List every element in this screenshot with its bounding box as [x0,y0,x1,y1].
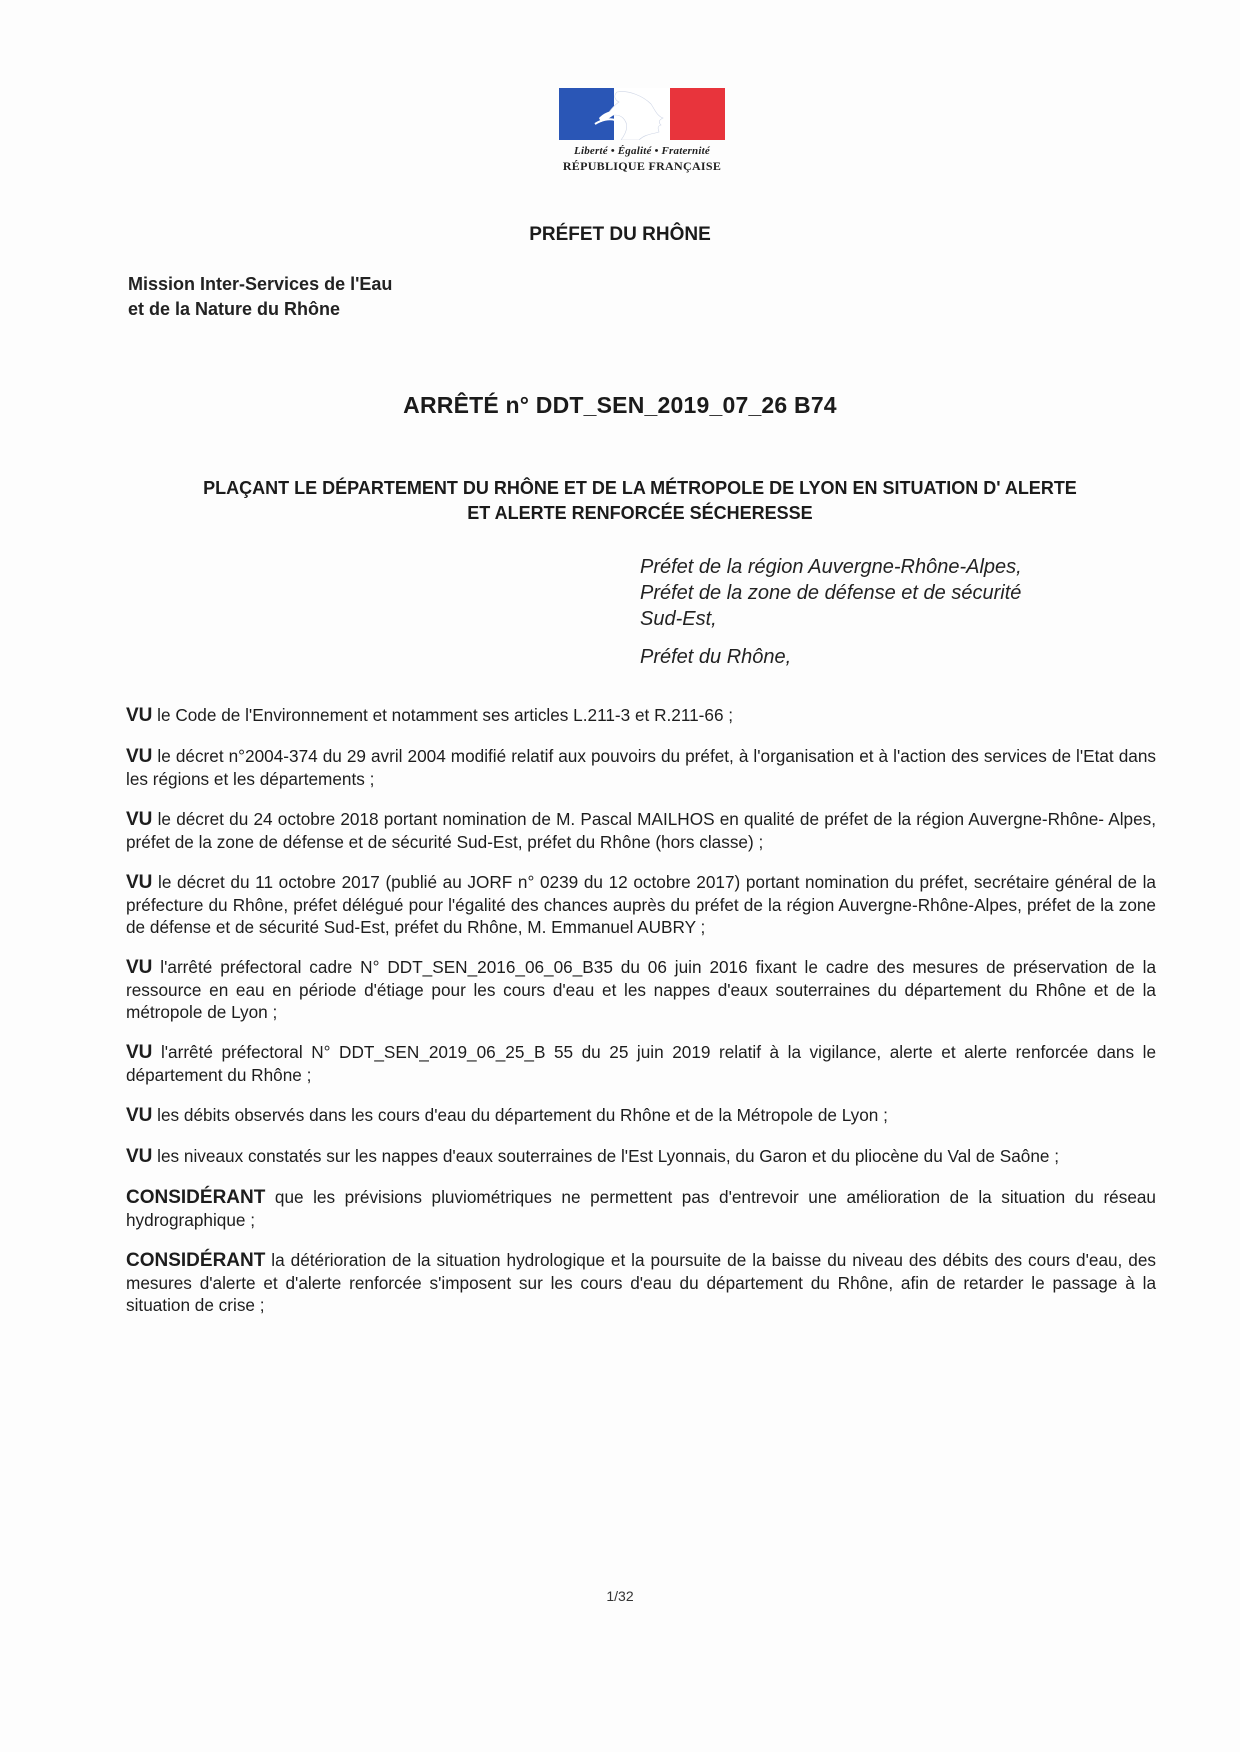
arrete-subtitle [120,476,1160,526]
recital-keyword: VU [126,746,153,767]
recital-text: les niveaux constatés sur les nappes d'eaux souterraines de l'Est Lyonnais, du Garon et du pliocène du Val de Saône ; [152,1146,1060,1166]
recital-paragraph [126,704,1156,727]
recital-paragraph [126,808,1156,853]
republique-francaise-logo [558,88,726,188]
service-line-2: et de la Nature du Rhône [128,299,341,319]
recital-text: le décret du 24 octobre 2018 portant nomination de M. Pascal MAILHOS en qualité de préfet de la région Auvergne-Rhône- Alpes, préfet de la zone de défense et de sécurité Sud-Est, préfet du Rhône (hors classe) ; [126,809,1156,852]
prefet-heading: PRÉFET DU RHÔNE [529,224,711,245]
recitals [126,704,1156,1334]
authority-block [640,554,1130,670]
recital-paragraph [126,1041,1156,1086]
recital-keyword: VU [126,1042,153,1063]
recital-text: que les prévisions pluviométriques ne permettent pas d'entrevoir une amélioration de la situation du réseau hydrographique ; [126,1187,1156,1230]
recital-paragraph [126,1145,1156,1168]
recital-text: la détérioration de la situation hydrologique et la poursuite de la baisse du niveau des débits des cours d'eau, des mesures d'alerte et d'alerte renforcée s'imposent sur les cours d'eau du département du Rhône, afin de retarder le passage à la situation de crise ; [126,1250,1156,1315]
subtitle-line-1: PLAÇANT LE DÉPARTEMENT DU RHÔNE ET DE LA MÉTROPOLE DE LYON EN SITUATION D' ALERTE [203,478,1077,498]
recital-text: les débits observés dans les cours d'eau du département du Rhône et de la Métropole de Lyon ; [152,1105,888,1125]
recital-paragraph [126,956,1156,1023]
recital-keyword: VU [126,872,153,893]
recital-text: l'arrêté préfectoral cadre N° DDT_SEN_2016_06_06_B35 du 06 juin 2016 fixant le cadre des mesures de préservation de la ressource en eau en période d'étiage pour les cours d'eau et les nappes d'eaux souterraines du département du Rhône et de la métropole de Lyon ; [126,957,1156,1022]
logo-country-name: RÉPUBLIQUE FRANÇAISE [562,159,722,173]
recital-keyword: CONSIDÉRANT [126,1187,266,1208]
recital-paragraph [126,745,1156,790]
page-number: 1/32 [606,1588,634,1604]
authority-line-1: Préfet de la région Auvergne-Rhône-Alpes, [640,556,1022,578]
authority-line-3: Sud-Est, [640,608,717,630]
recital-keyword: CONSIDÉRANT [126,1250,266,1271]
recital-text: le décret du 11 octobre 2017 (publié au JORF n° 0239 du 12 octobre 2017) portant nomination du préfet, secrétaire général de la préfecture du Rhône, préfet délégué pour l'égalité des chances auprès du préfet de la région Auvergne-Rhône-Alpes, préfet de la zone de défense et de sécurité Sud-Est, préfet du Rhône, M. Emmanuel AUBRY ; [126,872,1156,937]
recital-text: le décret n°2004-374 du 29 avril 2004 modifié relatif aux pouvoirs du préfet, à l'organisation et à l'action des services de l'Etat dans les régions et les départements ; [126,746,1156,789]
recital-keyword: VU [126,957,153,978]
recital-text: le Code de l'Environnement et notamment ses articles L.211-3 et R.211-66 ; [152,705,734,725]
logo-motto: Liberté • Égalité • Fraternité [574,145,710,157]
arrete-title: ARRÊTÉ n° DDT_SEN_2019_07_26 B74 [403,392,837,418]
subtitle-line-2: ET ALERTE RENFORCÉE SÉCHERESSE [467,503,813,523]
recital-keyword: VU [126,705,153,726]
authority-line-4: Préfet du Rhône, [640,646,792,668]
service-line-1: Mission Inter-Services de l'Eau [128,274,393,294]
marianne-flag-icon [559,88,725,140]
recital-keyword: VU [126,1146,153,1167]
recital-keyword: VU [126,1105,153,1126]
recital-paragraph [126,1186,1156,1231]
recital-paragraph [126,1249,1156,1316]
recital-paragraph [126,871,1156,938]
issuing-service [128,272,392,322]
recital-paragraph [126,1104,1156,1127]
recital-keyword: VU [126,809,153,830]
authority-line-2: Préfet de la zone de défense et de sécurité [640,582,1022,604]
recital-text: l'arrêté préfectoral N° DDT_SEN_2019_06_25_B 55 du 25 juin 2019 relatif à la vigilance, alerte et alerte renforcée dans le département du Rhône ; [126,1042,1156,1085]
